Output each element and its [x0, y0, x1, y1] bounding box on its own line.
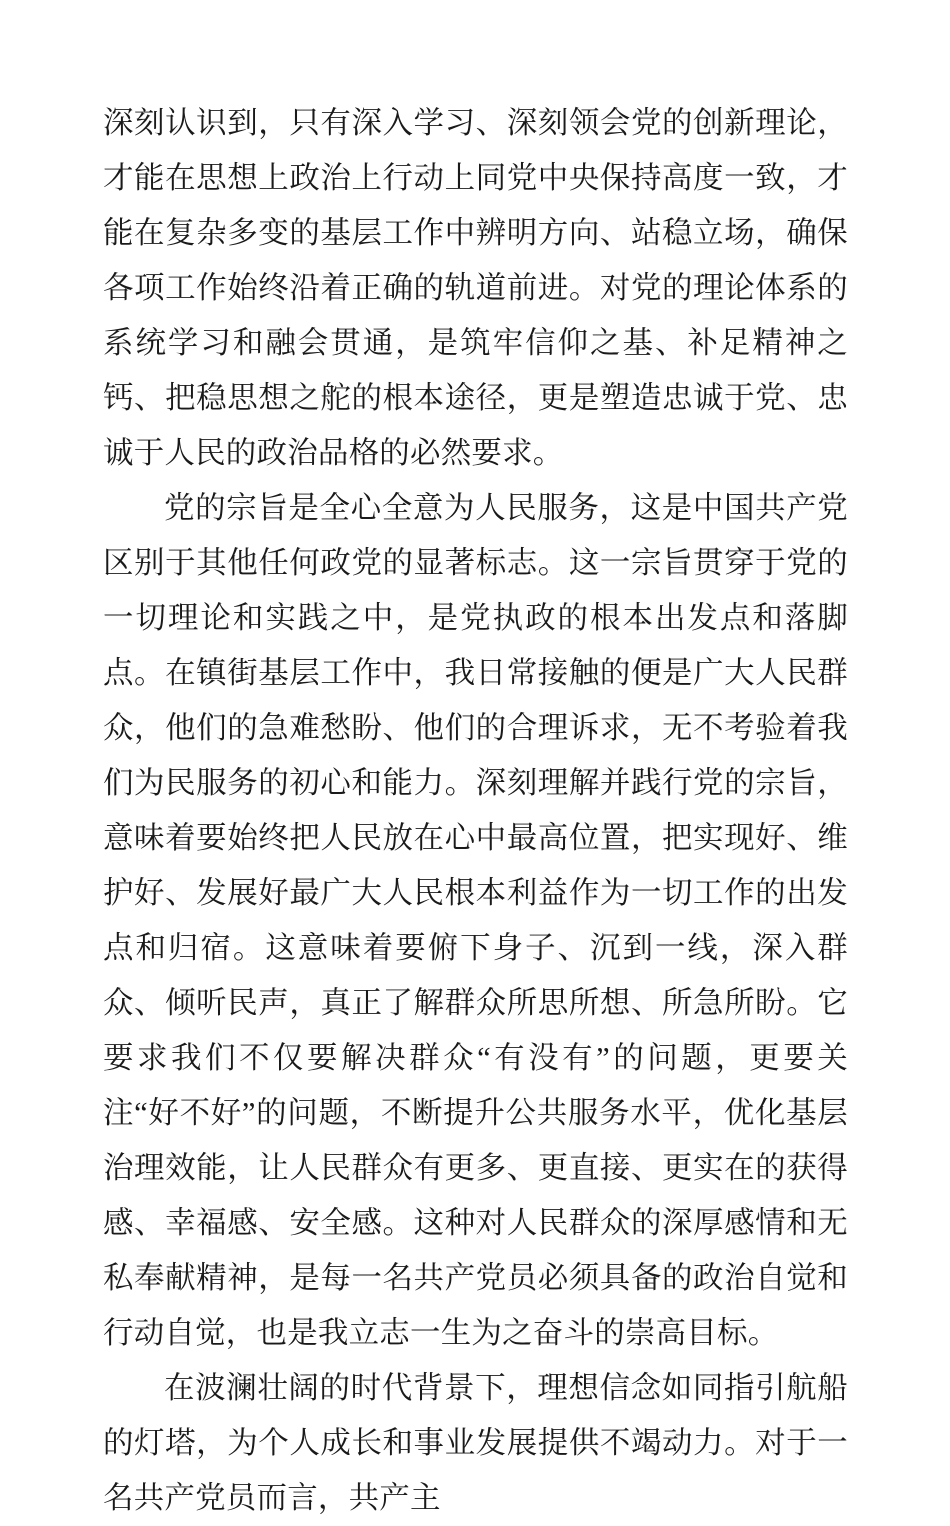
- paragraph-1: 深刻认识到，只有深入学习、深刻领会党的创新理论，才能在思想上政治上行动上同党中央保持高度一致，才能在复杂多变的基层工作中辨明方向、站稳立场，确保各项工作始终沿着正确的轨道前进。对党的理论体系的系统学习和融会贯通，是筑牢信仰之基、补足精神之钙、把稳思想之舵的根本途径，更是塑造忠诚于党、忠诚于人民的政治品格的必然要求。: [103, 106, 848, 470]
- paragraph-3: 在波澜壮阔的时代背景下，理想信念如同指引航船的灯塔，为个人成长和事业发展提供不竭动力。对于一名共产党员而言，共产主: [103, 1371, 848, 1515]
- document-text-body: [103, 96, 848, 1526]
- paragraph-2: 党的宗旨是全心全意为人民服务，这是中国共产党区别于其他任何政党的显著标志。这一宗旨贯穿于党的一切理论和实践之中，是党执政的根本出发点和落脚点。在镇街基层工作中，我日常接触的便是广大人民群众，他们的急难愁盼、他们的合理诉求，无不考验着我们为民服务的初心和能力。深刻理解并践行党的宗旨，意味着要始终把人民放在心中最高位置，把实现好、维护好、发展好最广大人民根本利益作为一切工作的出发点和归宿。这意味着要俯下身子、沉到一线，深入群众、倾听民声，真正了解群众所思所想、所急所盼。它要求我们不仅要解决群众“有没有”的问题，更要关注“好不好”的问题，不断提升公共服务水平，优化基层治理效能，让人民群众有更多、更直接、更实在的获得感、幸福感、安全感。这种对人民群众的深厚感情和无私奉献精神，是每一名共产党员必须具备的政治自觉和行动自觉，也是我立志一生为之奋斗的崇高目标。: [103, 491, 848, 1350]
